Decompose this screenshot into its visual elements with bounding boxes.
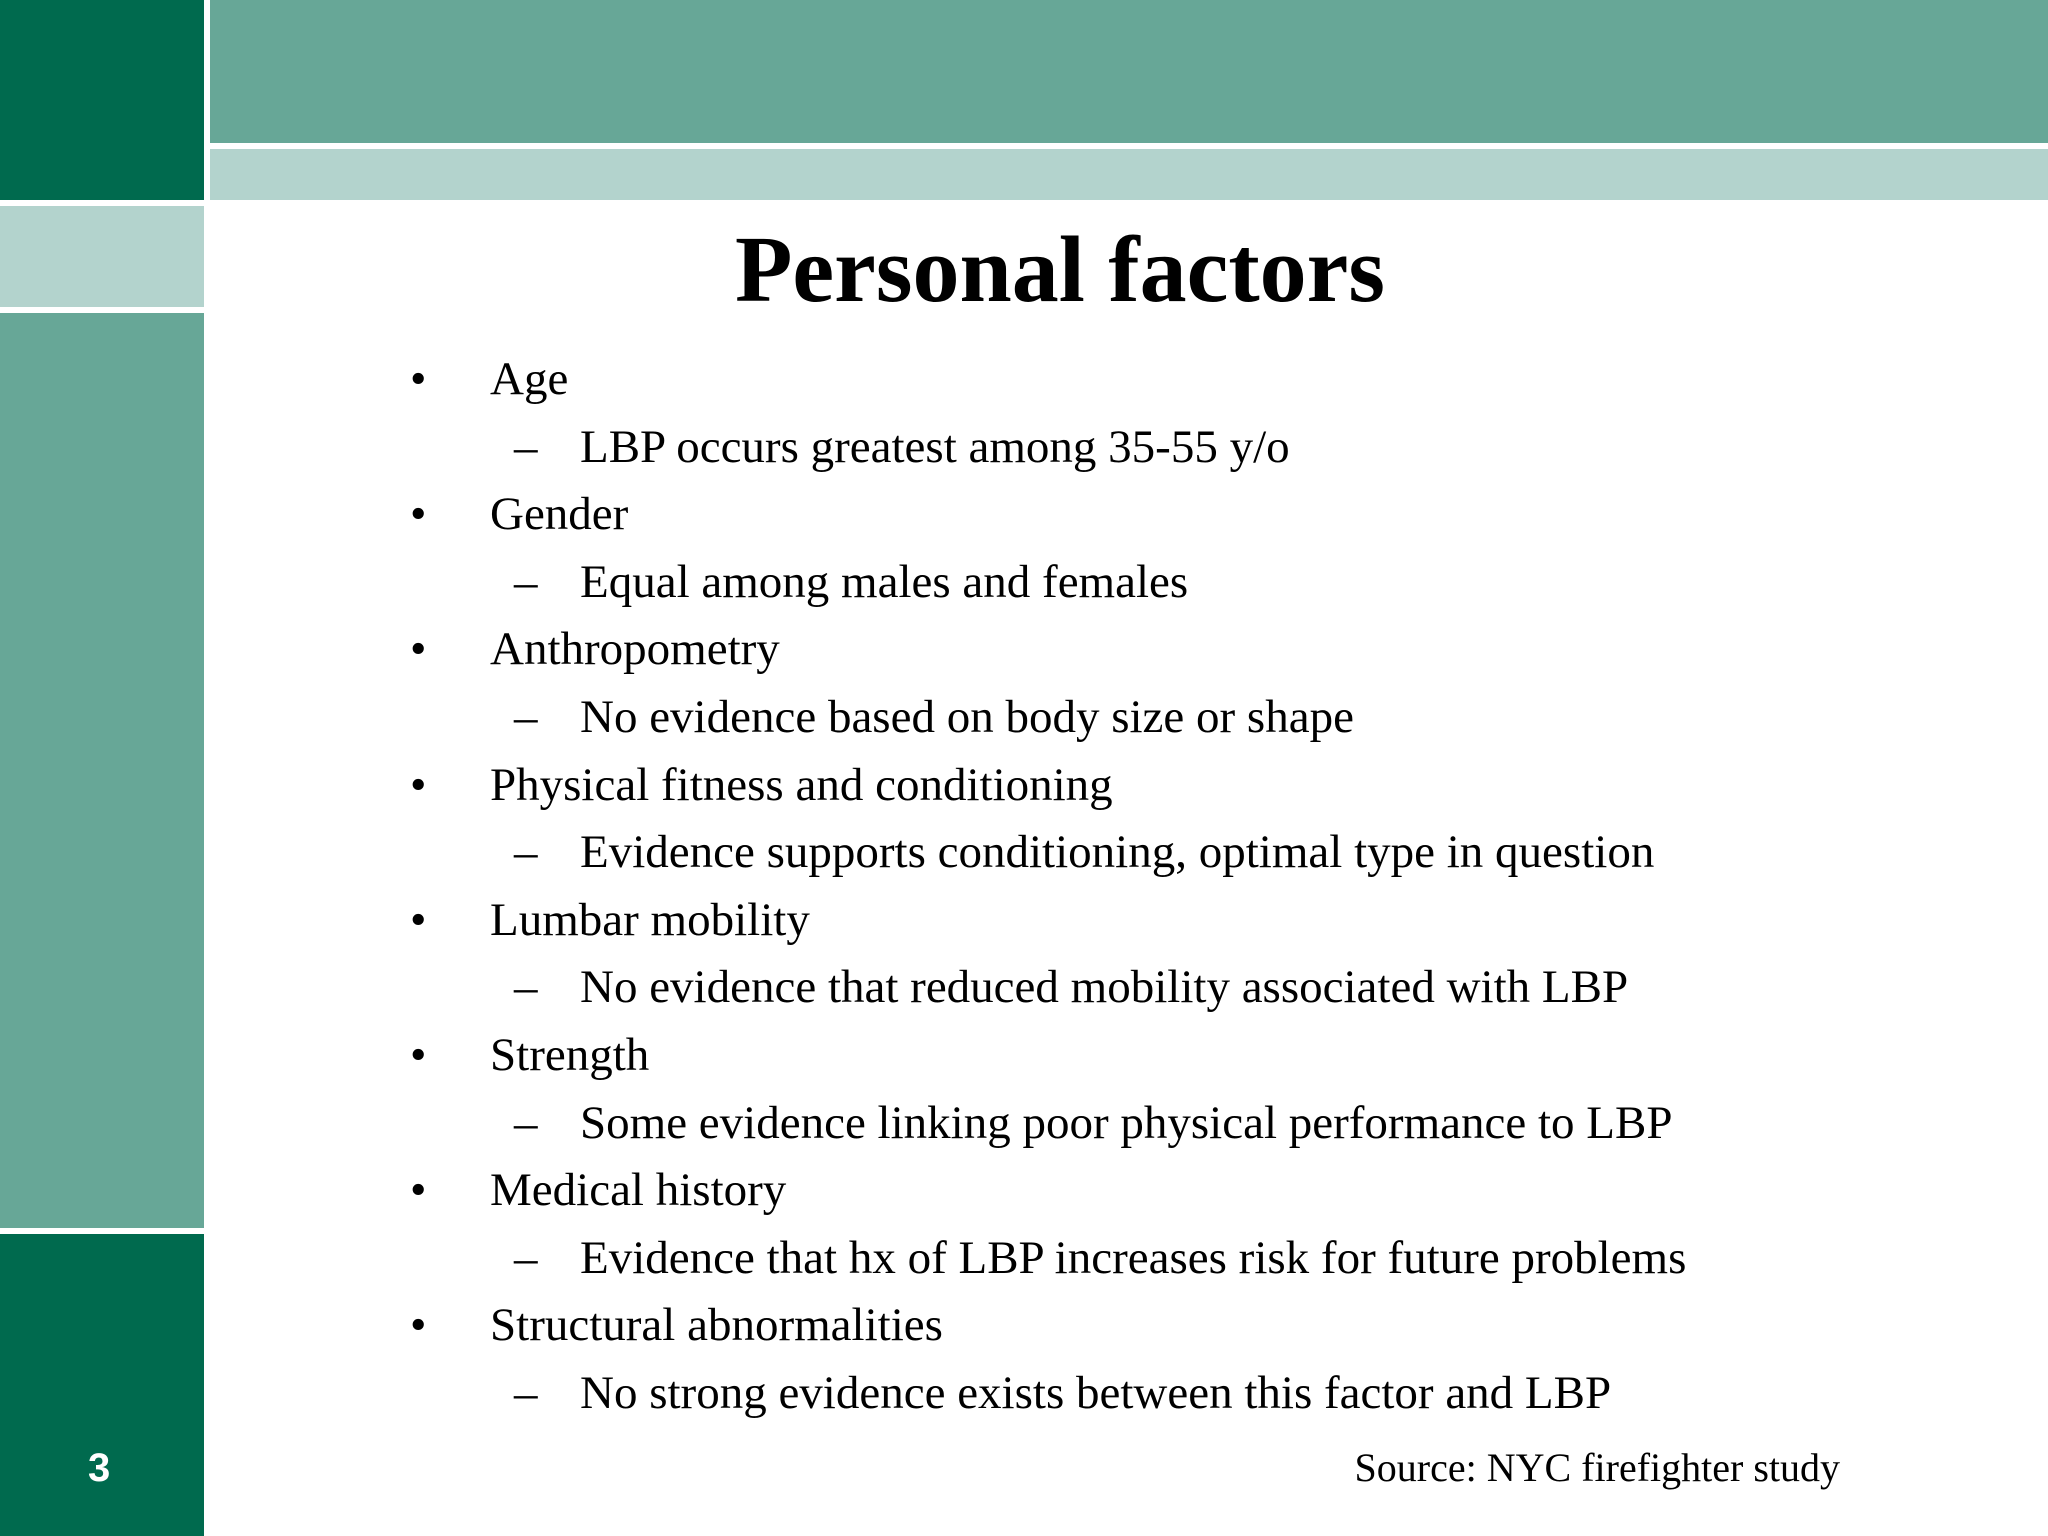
bullet-icon: •: [410, 1299, 427, 1352]
bullet-label: Anthropometry: [490, 623, 780, 676]
bullet-label: Strength: [490, 1028, 650, 1081]
sub-bullet-item: [0, 1225, 2048, 1293]
dash-icon: –: [514, 420, 538, 473]
dash-icon: –: [514, 690, 538, 743]
sub-bullet-item: [0, 954, 2048, 1022]
bullet-label: Age: [490, 353, 569, 405]
bullet-icon: •: [410, 488, 427, 541]
bullet-item: [0, 1022, 2048, 1090]
sub-bullet-text: Some evidence linking poor physical performance to LBP: [580, 1096, 1673, 1149]
dash-icon: –: [514, 1231, 538, 1284]
dash-icon: –: [514, 1366, 538, 1419]
left-band-light: [0, 206, 204, 307]
bullet-label: Medical history: [490, 1164, 787, 1217]
bullet-list: [0, 346, 2048, 1428]
sub-bullet-text: No strong evidence exists between this factor and LBP: [580, 1366, 1612, 1419]
sub-bullet-text: Equal among males and females: [580, 555, 1189, 608]
dash-icon: –: [514, 1096, 538, 1149]
top-band-light: [210, 149, 2048, 200]
sub-bullet-item: [0, 549, 2048, 617]
bullet-item: [0, 346, 2048, 414]
bullet-item: [0, 1292, 2048, 1360]
bullet-label: Gender: [490, 488, 629, 541]
sub-bullet-item: [0, 1360, 2048, 1428]
sub-bullet-text: Evidence that hx of LBP increases risk for future problems: [580, 1231, 1687, 1284]
bullet-icon: •: [410, 1164, 427, 1217]
bullet-icon: •: [410, 623, 427, 676]
slide-title: Personal factors: [735, 218, 1385, 322]
sub-bullet-item: [0, 819, 2048, 887]
bullet-label: Structural abnormalities: [490, 1299, 943, 1352]
slide-number: 3: [88, 1446, 111, 1490]
dash-icon: –: [514, 555, 538, 608]
sub-bullet-text: No evidence based on body size or shape: [580, 690, 1354, 743]
dash-icon: –: [514, 826, 538, 879]
bullet-item: [0, 887, 2048, 955]
sub-bullet-text: Evidence supports conditioning, optimal type in question: [580, 826, 1655, 879]
sub-bullet-item: [0, 684, 2048, 752]
dash-icon: –: [514, 961, 538, 1014]
sub-bullet-text: LBP occurs greatest among 35-55 y/o: [580, 420, 1290, 473]
bullet-label: Physical fitness and conditioning: [490, 758, 1113, 811]
bullet-icon: •: [410, 758, 427, 811]
sub-bullet-item: [0, 1090, 2048, 1158]
bullet-icon: •: [410, 893, 427, 946]
top-band-mid: [210, 0, 2048, 143]
bullet-label: Lumbar mobility: [490, 893, 810, 946]
bullet-item: [0, 1157, 2048, 1225]
bullet-item: [0, 481, 2048, 549]
source-note: Source: NYC firefighter study: [1354, 1445, 1840, 1490]
bullet-icon: •: [410, 353, 427, 405]
sub-bullet-text: No evidence that reduced mobility associated with LBP: [580, 961, 1629, 1014]
bullet-icon: •: [410, 1028, 427, 1081]
sub-bullet-item: [0, 414, 2048, 482]
bullet-item: [0, 616, 2048, 684]
left-band-dark-top: [0, 0, 204, 200]
bullet-item: [0, 752, 2048, 820]
